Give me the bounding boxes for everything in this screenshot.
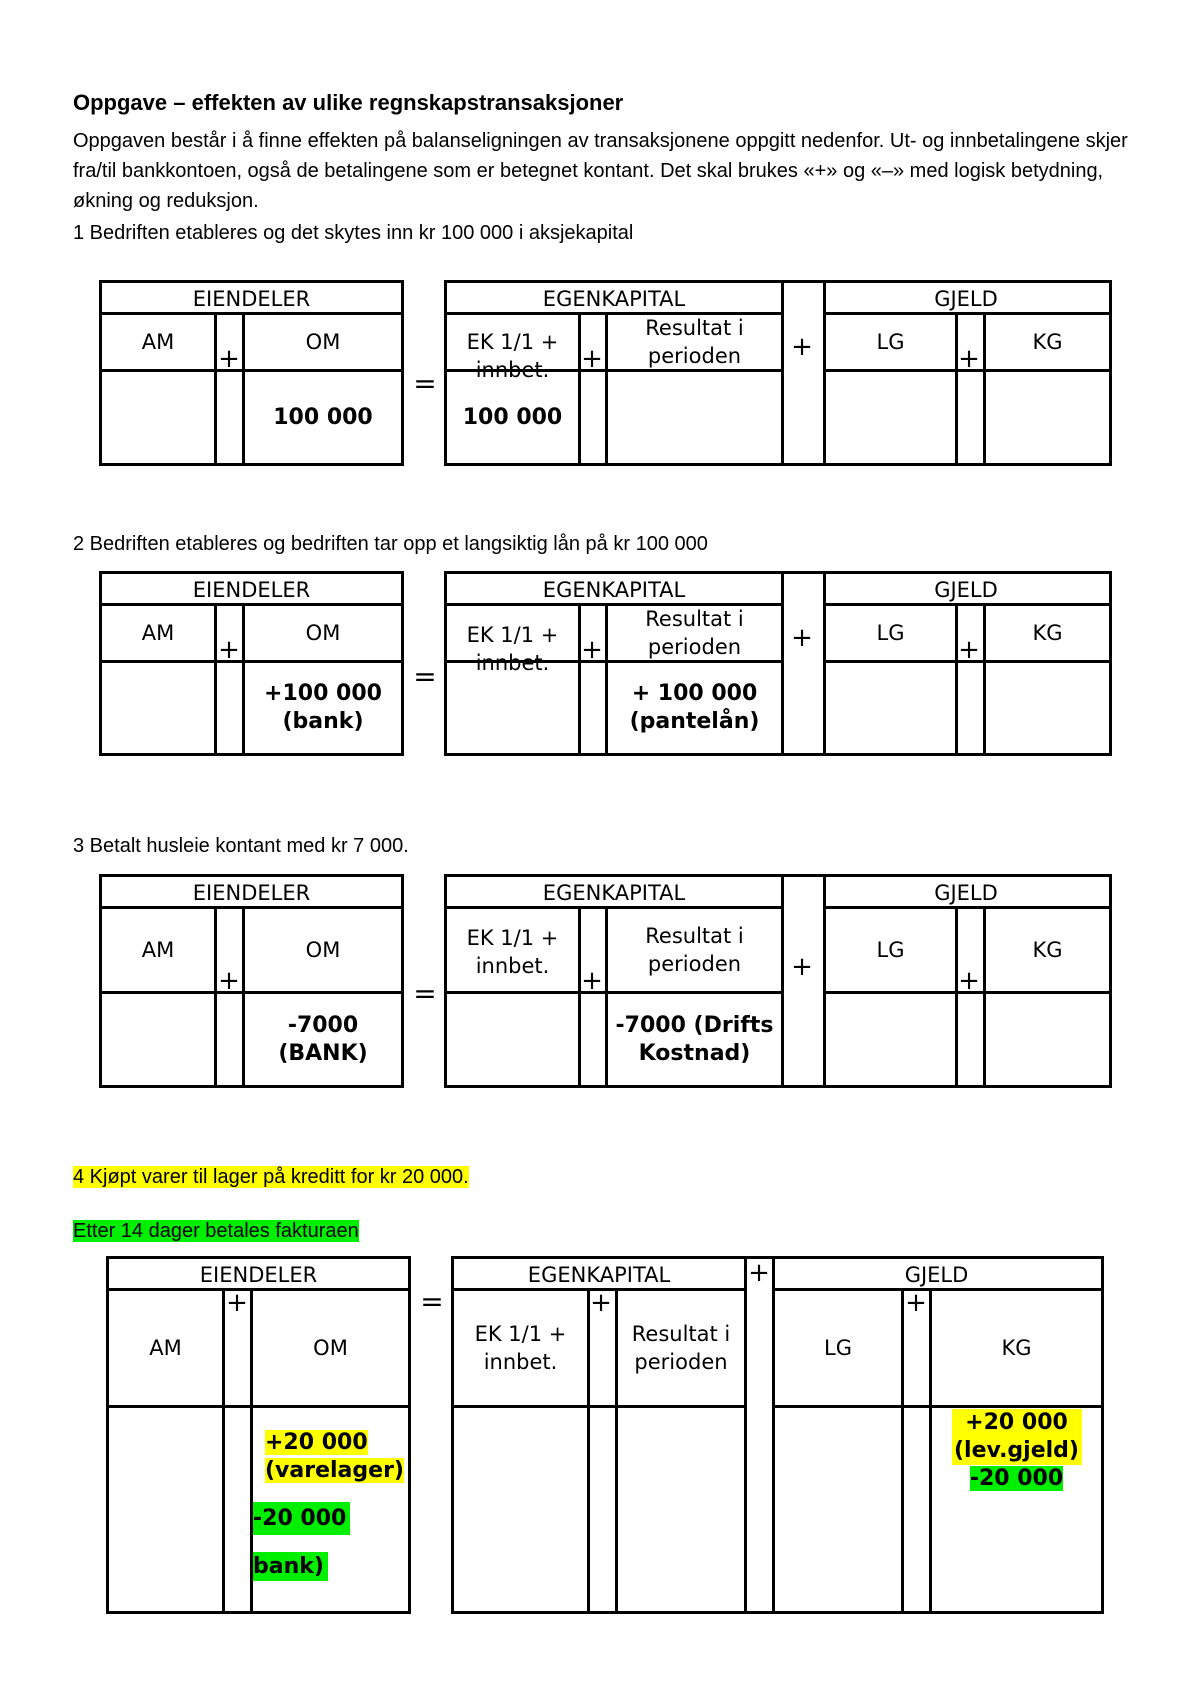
task-4-om-minus-note: bank) — [253, 1552, 328, 1581]
task-1-label: 1 Bedriften etableres og det skytes inn kr 100 000 i aksjekapital — [73, 222, 634, 244]
plus-sign: + — [218, 635, 240, 665]
intro-text: Oppgaven består i å finne effekten på balanseligningen av transaksjonene oppgitt nedenfor. Ut- og innbetalingene skjer fra/til bankkontoen, også de betalingene som er betegnet kontant. Det skal brukes «+» og «–» med logisk betydning, økning og reduksjon. — [73, 130, 1128, 212]
plus-sign: + — [581, 635, 603, 665]
col-am: AM — [149, 1336, 182, 1360]
task-1-ek-value: 100 000 — [462, 404, 563, 430]
equals-sign: = — [413, 367, 437, 400]
col-om: OM — [305, 330, 341, 354]
col-am: AM — [141, 330, 175, 354]
plus-sign: + — [590, 1288, 612, 1318]
col-lg: LG — [876, 938, 905, 962]
header-egenkapital: EGENKAPITAL — [454, 1259, 744, 1291]
col-lg: LG — [824, 1336, 852, 1360]
col-am: AM — [141, 621, 175, 645]
task-4-kg-minus: -20 000 — [969, 1466, 1064, 1491]
col-resultat: Resultat i perioden — [645, 924, 744, 976]
col-ek: EK 1/1 + innbet. — [466, 623, 559, 675]
task-2-assets-table — [99, 571, 404, 756]
task-1-resultat-value — [608, 372, 781, 463]
plus-sign: + — [958, 344, 980, 374]
task-4-kg-plus: +20 000 (lev.gjeld) — [952, 1409, 1082, 1465]
task-4-om-values — [253, 1429, 408, 1581]
task-4-label-text: 4 Kjøpt varer til lager på kreditt for kr 20 000. — [73, 1166, 469, 1188]
header-eiendeler: EIENDELER — [102, 574, 401, 606]
plus-sign: + — [218, 344, 240, 374]
task-4-label — [73, 1166, 469, 1189]
task-1-om-value: 100 000 — [273, 404, 373, 430]
col-ek: EK 1/1 + innbet. — [466, 926, 559, 978]
header-eiendeler: EIENDELER — [109, 1259, 408, 1291]
task-3-assets-table — [99, 874, 404, 1088]
equals-sign: = — [413, 977, 437, 1010]
plus-sign: + — [218, 966, 240, 996]
page-title: Oppgave – effekten av ulike regnskapstransaksjoner — [73, 90, 624, 115]
col-kg: KG — [1001, 1336, 1032, 1360]
header-egenkapital: EGENKAPITAL — [447, 283, 781, 315]
plus-sign: + — [905, 1288, 927, 1318]
col-om: OM — [305, 938, 341, 962]
plus-sign: + — [791, 623, 813, 653]
plus-sign: + — [226, 1288, 248, 1318]
header-gjeld: GJELD — [823, 574, 1109, 606]
col-kg: KG — [1032, 330, 1063, 354]
task-2-om-value: +100 000 (bank) — [264, 681, 382, 734]
header-egenkapital: EGENKAPITAL — [447, 574, 781, 606]
task-2-label: 2 Bedriften etableres og bedriften tar opp et langsiktig lån på kr 100 000 — [73, 533, 708, 555]
task-1-equity-debt-table — [444, 280, 1112, 466]
header-egenkapital: EGENKAPITAL — [447, 877, 781, 909]
task-4-om-minus: -20 000 — [253, 1502, 350, 1535]
task-3-resultat-value: -7000 (DriftsKostnad) — [615, 1012, 774, 1066]
task-4-assets-table — [106, 1256, 411, 1614]
task-2-resultat-value: + 100 000 (pantelån) — [629, 681, 760, 734]
plus-sign: + — [791, 952, 813, 982]
col-resultat: Resultat i perioden — [631, 1322, 731, 1374]
task-1-assets-table — [99, 280, 404, 466]
equals-sign: = — [420, 1285, 444, 1318]
col-lg: LG — [876, 621, 905, 645]
task-4-sublabel — [73, 1220, 359, 1243]
plus-sign: + — [581, 344, 603, 374]
header-eiendeler: EIENDELER — [102, 283, 401, 315]
equals-sign: = — [413, 660, 437, 693]
task-4-sublabel-text: Etter 14 dager betales fakturaen — [73, 1220, 359, 1242]
col-om: OM — [313, 1336, 348, 1360]
col-ek: EK 1/1 + innbet. — [466, 330, 559, 382]
task-3-label: 3 Betalt husleie kontant med kr 7 000. — [73, 835, 409, 857]
plus-sign: + — [748, 1258, 770, 1288]
task-2-equity-debt-table — [444, 571, 1112, 756]
header-eiendeler: EIENDELER — [102, 877, 401, 909]
col-resultat: Resultat i perioden — [645, 316, 744, 368]
col-ek: EK 1/1 + innbet. — [474, 1322, 567, 1374]
col-kg: KG — [1032, 621, 1063, 645]
plus-sign: + — [581, 966, 603, 996]
col-resultat: Resultat i perioden — [645, 607, 744, 659]
plus-sign: + — [958, 635, 980, 665]
header-gjeld: GJELD — [772, 1259, 1101, 1291]
header-gjeld: GJELD — [823, 283, 1109, 315]
task-4-kg-values — [932, 1409, 1101, 1493]
task-4-om-plus: +20 000 (varelager) — [265, 1430, 404, 1483]
col-lg: LG — [876, 330, 905, 354]
header-gjeld: GJELD — [823, 877, 1109, 909]
col-om: OM — [305, 621, 341, 645]
task-3-equity-debt-table — [444, 874, 1112, 1088]
col-am: AM — [141, 938, 175, 962]
plus-sign: + — [791, 332, 813, 362]
col-kg: KG — [1032, 938, 1063, 962]
task-3-om-value: -7000 (BANK) — [278, 1012, 368, 1066]
task-4-equity-debt-table — [451, 1256, 1104, 1614]
plus-sign: + — [958, 966, 980, 996]
